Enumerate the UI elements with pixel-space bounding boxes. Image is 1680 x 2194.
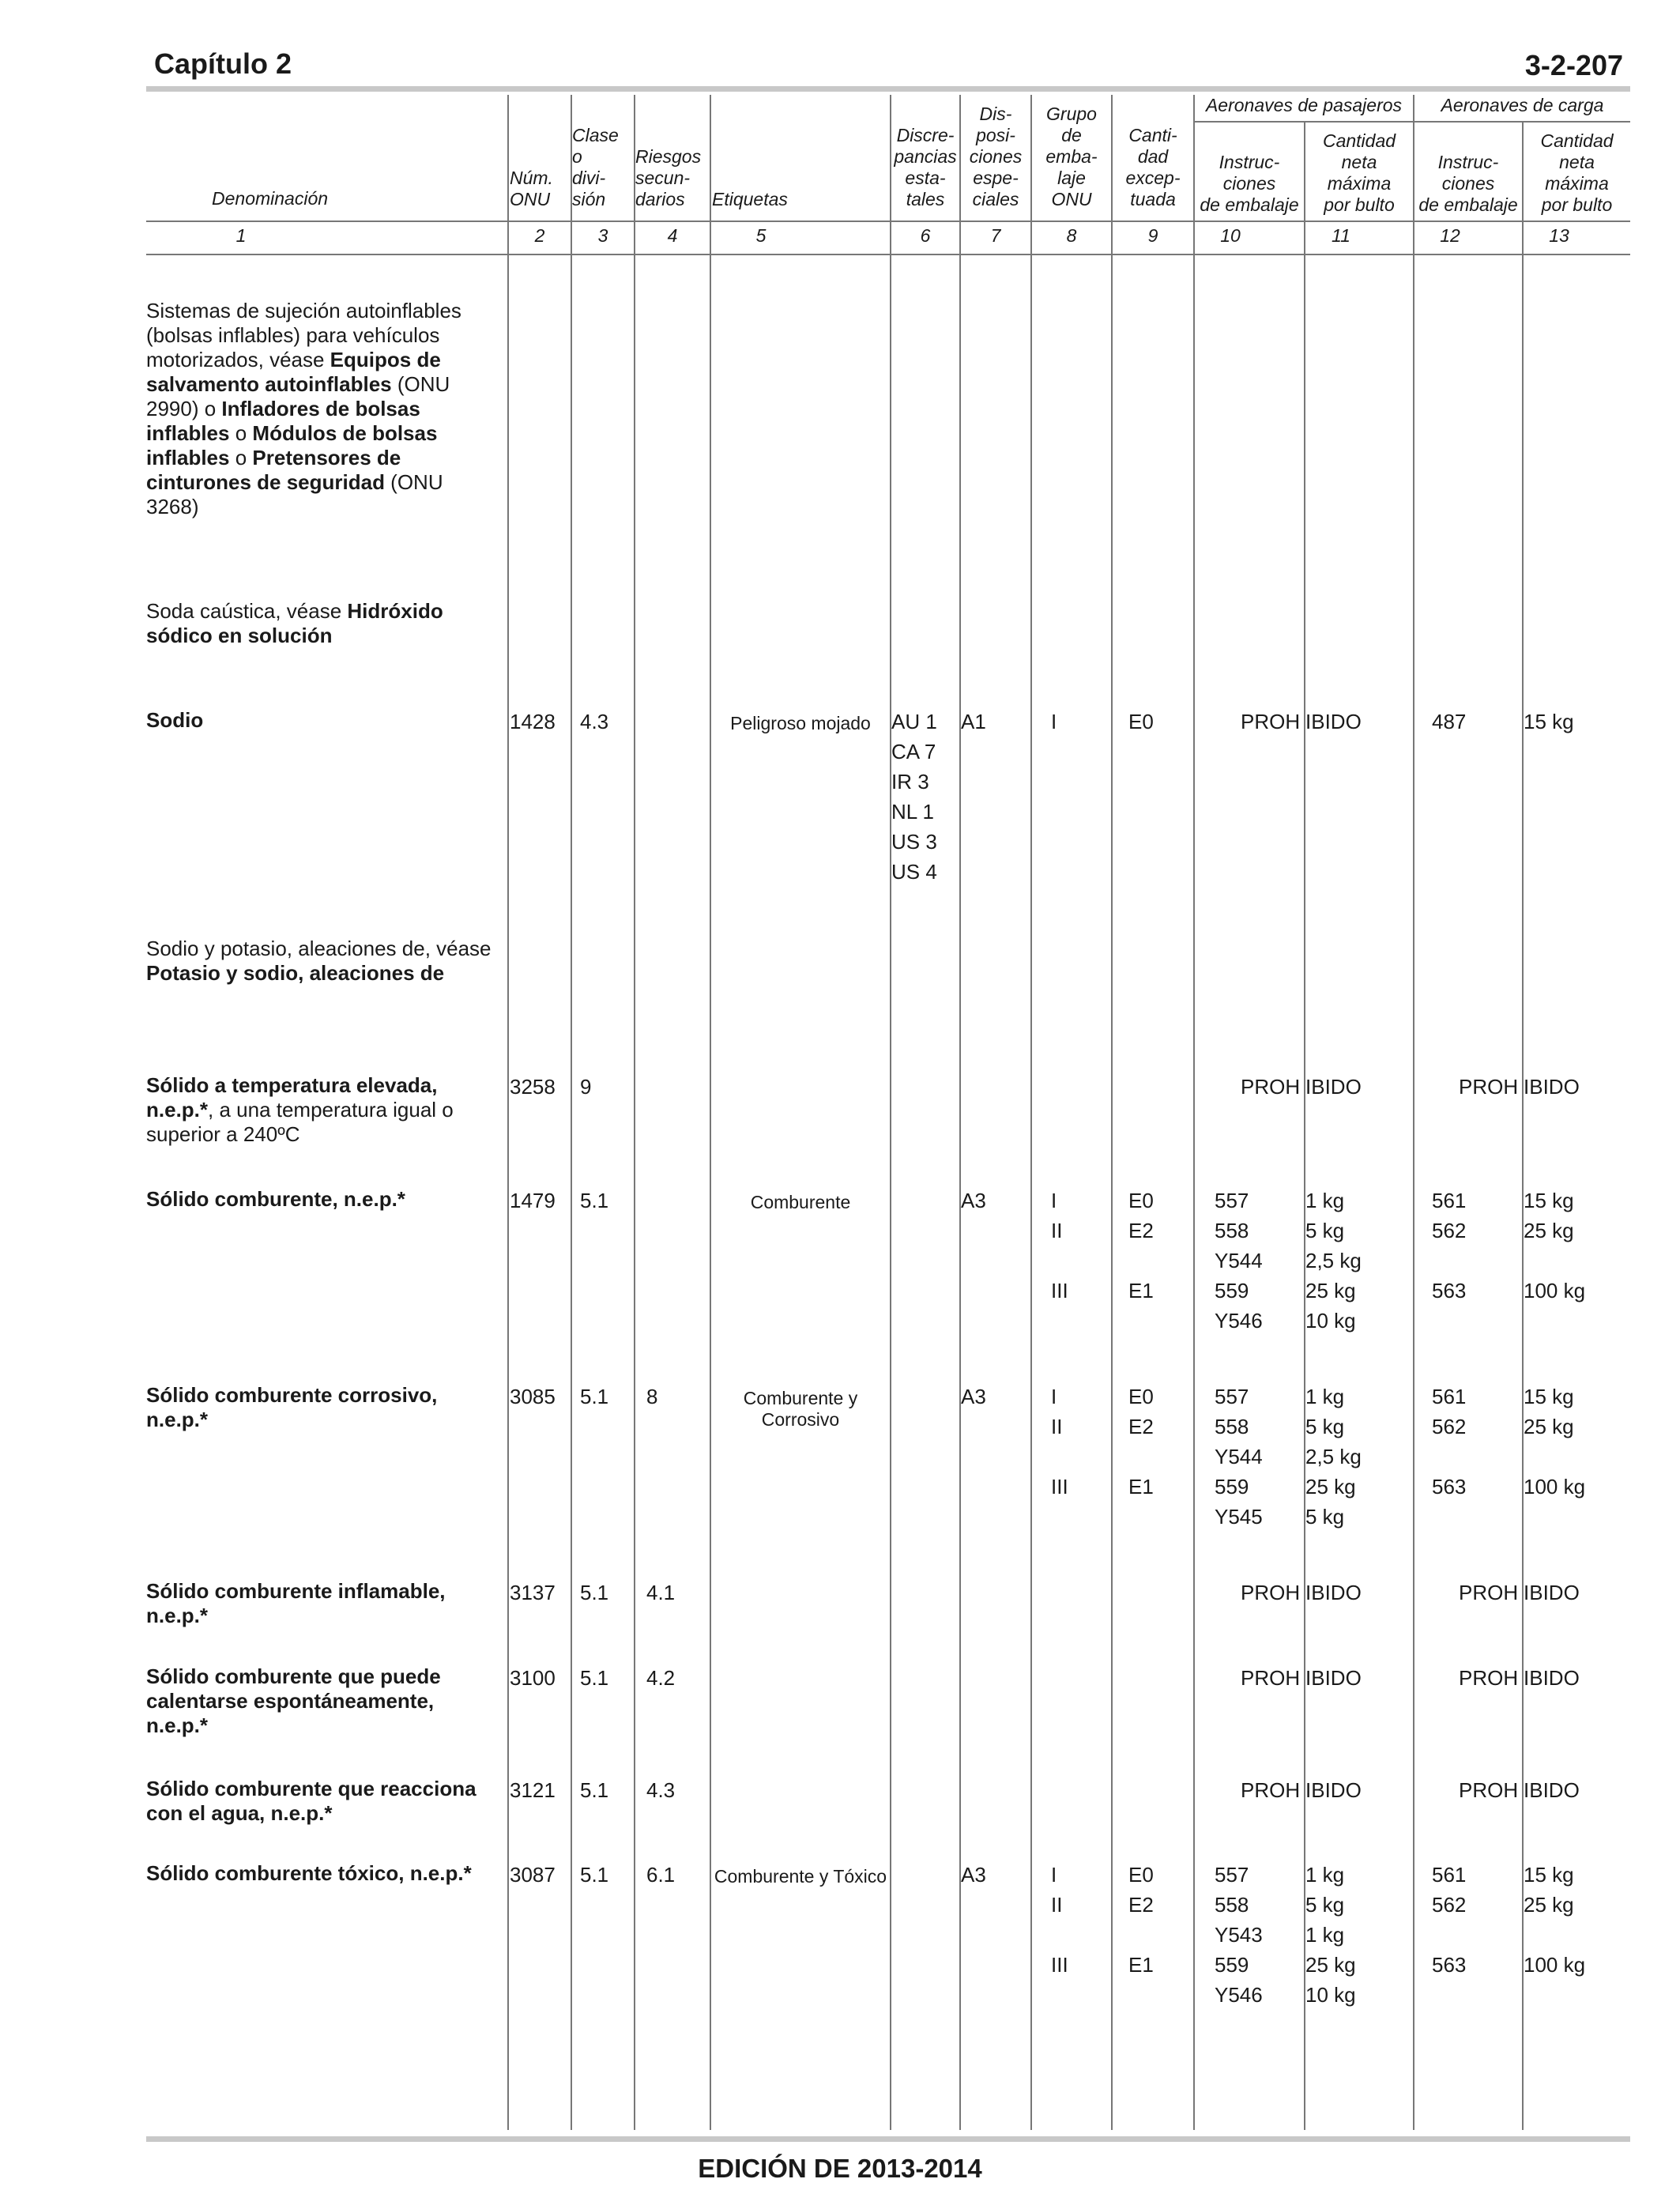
entry-name: Sólido a temperatura elevada, n.e.p.*, a una temperatura igual o superior a 240ºC bbox=[146, 1073, 454, 1146]
entry-name: Sólido comburente que reacciona con el agua, n.e.p.* bbox=[146, 1777, 477, 1825]
cell-un: 3087 bbox=[510, 1863, 556, 1887]
cell-cargo-pi: 561 562 563 bbox=[1432, 1863, 1467, 1977]
cell-class: 4.3 bbox=[580, 710, 609, 733]
entry-name: Sólido comburente que puede calentarse espontáneamente, n.e.p.* bbox=[146, 1664, 441, 1737]
cell-cargo-pi: PROH bbox=[1459, 1666, 1519, 1690]
cell-cargo-q: 15 kg 25 kg 100 kg bbox=[1524, 1189, 1586, 1302]
cell-cargo-q: IBIDO bbox=[1524, 1581, 1580, 1604]
cell-cargo-pi: PROH bbox=[1459, 1581, 1519, 1604]
col-number: 3 bbox=[597, 225, 608, 246]
cell-cargo-q: 15 kg bbox=[1524, 710, 1574, 733]
col-header-cargo-instrucciones: Instruc- ciones de embalaje bbox=[1418, 152, 1518, 215]
col-header-discrepancias: Discre- pancias esta- tales bbox=[894, 125, 957, 209]
col-number: 9 bbox=[1147, 225, 1158, 246]
cell-eq: E0 E2 E1 bbox=[1128, 1863, 1154, 1977]
cell-var: AU 1 CA 7 IR 3 NL 1 US 3 US 4 bbox=[891, 710, 937, 884]
col-number: 8 bbox=[1066, 225, 1077, 246]
col-number: 13 bbox=[1549, 225, 1569, 246]
col-header-num-onu: Núm. ONU bbox=[510, 168, 553, 209]
cell-cargo-q: IBIDO bbox=[1524, 1778, 1580, 1802]
cell-pax-q: 1 kg 5 kg 2,5 kg 25 kg 5 kg bbox=[1305, 1385, 1362, 1529]
cell-sp: A3 bbox=[961, 1385, 986, 1408]
cell-class: 9 bbox=[580, 1075, 592, 1099]
entry-name: Sistemas de sujeción autoinflables (bolsas inflables) para vehículos motorizados, véase Equipos de salvamento autoinflables (ONU 2990) o Infladores de bolsas inflables o Módulos de bolsas inflables o Pretensores de cinturones de seguridad (ONU 3268) bbox=[146, 299, 461, 518]
col-header-pax-cantidad: Cantidad neta máxima por bulto bbox=[1322, 130, 1396, 215]
cell-sp: A3 bbox=[961, 1863, 986, 1887]
cell-label: Comburente bbox=[750, 1192, 851, 1212]
cell-cargo-pi: 487 bbox=[1432, 710, 1467, 733]
col-header-grupo-embalaje: Grupo de emba- laje ONU bbox=[1045, 104, 1098, 209]
entry-name: Sodio y potasio, aleaciones de, véase Potasio y sodio, aleaciones de bbox=[146, 937, 492, 985]
cell-pax-q: IBIDO bbox=[1305, 1778, 1362, 1802]
cell-cargo-pi: 561 562 563 bbox=[1432, 1189, 1467, 1302]
cell-pax-q: IBIDO bbox=[1305, 1581, 1362, 1604]
chapter-title: Capítulo 2 bbox=[154, 47, 292, 80]
col-header-pax-instrucciones: Instruc- ciones de embalaje bbox=[1200, 152, 1299, 215]
group-header-carga: Aeronaves de carga bbox=[1441, 95, 1604, 115]
cell-class: 5.1 bbox=[580, 1581, 609, 1604]
cell-un: 3137 bbox=[510, 1581, 556, 1604]
entry-name: Sodio bbox=[146, 708, 204, 732]
cell-un: 3258 bbox=[510, 1075, 556, 1099]
cell-pax-q: IBIDO bbox=[1305, 1666, 1362, 1690]
cell-pax-pi: PROH bbox=[1241, 1666, 1301, 1690]
cell-pax-pi: PROH bbox=[1241, 710, 1301, 733]
cell-pg: I bbox=[1051, 710, 1057, 733]
cell-sub: 4.3 bbox=[646, 1778, 676, 1802]
page-number: 3-2-207 bbox=[1524, 49, 1623, 81]
cell-pax-q: 1 kg 5 kg 2,5 kg 25 kg 10 kg bbox=[1305, 1189, 1362, 1333]
col-header-cargo-cantidad: Cantidad neta máxima por bulto bbox=[1540, 130, 1614, 215]
cell-un: 3100 bbox=[510, 1666, 556, 1690]
col-header-clase: Clase o divi- sión bbox=[572, 125, 619, 209]
col-number: 10 bbox=[1220, 225, 1241, 246]
cell-pax-pi: PROH bbox=[1241, 1581, 1301, 1604]
cell-pax-q: IBIDO bbox=[1305, 1075, 1362, 1099]
cell-sp: A1 bbox=[961, 710, 986, 733]
cell-pax-pi: 557 558 Y543 559 Y546 bbox=[1215, 1863, 1263, 2007]
cell-un: 3085 bbox=[510, 1385, 556, 1408]
cell-sub: 4.1 bbox=[646, 1581, 676, 1604]
entry-name: Sólido comburente inflamable, n.e.p.* bbox=[146, 1579, 446, 1627]
cell-un: 1428 bbox=[510, 710, 556, 733]
cell-cargo-q: IBIDO bbox=[1524, 1075, 1580, 1099]
cell-pax-q: 1 kg 5 kg 1 kg 25 kg 10 kg bbox=[1305, 1863, 1356, 2007]
cell-pax-pi: PROH bbox=[1241, 1075, 1301, 1099]
col-header-disposiciones: Dis- posi- ciones espe- ciales bbox=[969, 104, 1023, 209]
cell-pax-pi: PROH bbox=[1241, 1778, 1301, 1802]
cell-cargo-pi: PROH bbox=[1459, 1075, 1519, 1099]
group-header-pasajeros: Aeronaves de pasajeros bbox=[1205, 95, 1403, 115]
cell-class: 5.1 bbox=[580, 1666, 609, 1690]
entry-name: Soda caústica, véase Hidróxido sódico en solución bbox=[146, 599, 443, 647]
cell-pg: I II III bbox=[1051, 1385, 1068, 1498]
cell-class: 5.1 bbox=[580, 1189, 609, 1212]
cell-class: 5.1 bbox=[580, 1863, 609, 1887]
entry-name: Sólido comburente corrosivo, n.e.p.* bbox=[146, 1383, 438, 1431]
cell-class: 5.1 bbox=[580, 1778, 609, 1802]
cell-pg: I II III bbox=[1051, 1189, 1068, 1302]
entry-name: Sólido comburente tóxico, n.e.p.* bbox=[146, 1861, 472, 1885]
cell-un: 1479 bbox=[510, 1189, 556, 1212]
col-number: 12 bbox=[1440, 225, 1460, 246]
entry-name: Sólido comburente, n.e.p.* bbox=[146, 1187, 405, 1211]
col-header-denominacion: Denominación bbox=[212, 188, 329, 209]
col-number: 7 bbox=[990, 225, 1001, 246]
edition-footer: EDICIÓN DE 2013-2014 bbox=[698, 2154, 982, 2183]
cell-sub: 6.1 bbox=[646, 1863, 676, 1887]
cell-label: Comburente y Corrosivo bbox=[743, 1388, 858, 1430]
cell-cargo-q: 15 kg 25 kg 100 kg bbox=[1524, 1385, 1586, 1498]
cell-sub: 8 bbox=[646, 1385, 658, 1408]
col-header-riesgos: Riesgos secun- darios bbox=[635, 146, 702, 209]
col-number: 4 bbox=[667, 225, 678, 246]
cell-pax-pi: 557 558 Y544 559 Y546 bbox=[1215, 1189, 1263, 1333]
cell-cargo-pi: PROH bbox=[1459, 1778, 1519, 1802]
cell-pax-pi: 557 558 Y544 559 Y545 bbox=[1215, 1385, 1263, 1529]
col-number: 2 bbox=[534, 225, 545, 246]
col-header-etiquetas: Etiquetas bbox=[712, 189, 788, 209]
cell-sub: 4.2 bbox=[646, 1666, 676, 1690]
cell-pax-q: IBIDO bbox=[1305, 710, 1362, 733]
col-number: 5 bbox=[755, 225, 767, 246]
cell-class: 5.1 bbox=[580, 1385, 609, 1408]
cell-cargo-q: IBIDO bbox=[1524, 1666, 1580, 1690]
cell-pg: I II III bbox=[1051, 1863, 1068, 1977]
col-number: 1 bbox=[235, 225, 247, 246]
cell-label: Peligroso mojado bbox=[730, 713, 871, 733]
cell-eq: E0 E2 E1 bbox=[1128, 1189, 1154, 1302]
cell-eq: E0 E2 E1 bbox=[1128, 1385, 1154, 1498]
cell-sp: A3 bbox=[961, 1189, 986, 1212]
top-rule bbox=[146, 86, 1630, 92]
bottom-rule bbox=[146, 2136, 1630, 2142]
col-number: 6 bbox=[920, 225, 931, 246]
col-number: 11 bbox=[1332, 225, 1350, 246]
cell-cargo-q: 15 kg 25 kg 100 kg bbox=[1524, 1863, 1586, 1977]
col-header-cantidad-exceptuada: Canti- dad excep- tuada bbox=[1125, 125, 1181, 209]
cell-un: 3121 bbox=[510, 1778, 556, 1802]
cell-cargo-pi: 561 562 563 bbox=[1432, 1385, 1467, 1498]
cell-label: Comburente y Tóxico bbox=[714, 1866, 887, 1887]
cell-eq: E0 bbox=[1128, 710, 1154, 733]
